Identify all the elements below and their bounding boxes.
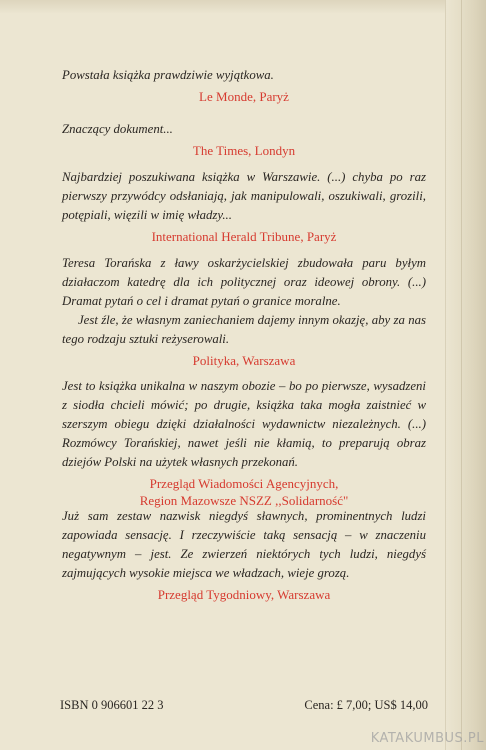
review-quote <box>62 377 426 472</box>
isbn-number: ISBN 0 906601 22 3 <box>60 698 164 712</box>
review-quote <box>62 168 426 225</box>
review-quote <box>62 254 426 349</box>
review-source <box>62 228 426 245</box>
review-quote <box>62 507 426 583</box>
review-source <box>62 142 426 159</box>
source-text: The Times, Londyn <box>192 143 296 158</box>
source-text: Przegląd Tygodniowy, Warszawa <box>157 587 331 602</box>
quote-text: Już sam zestaw nazwisk niegdyś sławnych, prominentnych ludzi zapowiada sensację. I rzeczywiście taką sensacją – w znaczeniu negatywnym – jest. Ze zwierzeń niektórych tych ludzi, niegdyś zajmujących wysokie miejsca we władzach, wieje grozą. <box>62 509 426 580</box>
review-polityka <box>62 254 426 369</box>
review-le-monde <box>62 66 426 105</box>
quote-text: Znaczący dokument... <box>62 122 173 136</box>
paper-edge <box>445 0 486 750</box>
quote-text: Jest to książka unikalna w naszym obozie – bo po pierwsze, wysadzeni z siodła chcieli mówić; po drugie, książka taka mogła zaistnieć w szerszym obiegu dzięki działalności wydawnictw niezależnych. (...) Rozmówcy Torańskiej, nawet jeśli nie kłamią, to preparują obraz dziejów Polski na użytek własnych przekonań. <box>62 379 426 469</box>
source-text: Polityka, Warszawa <box>192 353 296 368</box>
review-source <box>62 475 426 509</box>
quote-text: Teresa Torańska z ławy oskarżycielskiej zbudowała paru byłym działaczom katedrę dla ich politycznej oraz ideowej obrony. (...) Dramat pytań o cel i dramat pytań o granice moralne. <box>62 256 426 308</box>
quote-text-paragraph: Jest źle, że własnym zaniechaniem dajemy innym okazję, aby za nas tego rodzaju sztuki reżyserowali. <box>62 313 426 346</box>
review-quote <box>62 120 426 139</box>
review-herald-tribune <box>62 168 426 245</box>
price-label: Cena: £ 7,00; US$ 14,00 <box>304 698 428 712</box>
review-source <box>62 352 426 369</box>
review-quote <box>62 66 426 85</box>
source-text: Region Mazowsze NSZZ ,,Solidarność" <box>139 493 349 508</box>
review-przeglad-wiadomosci <box>62 377 426 509</box>
review-the-times <box>62 120 426 159</box>
watermark: KATAKUMBUS.PL <box>370 731 484 746</box>
paper-shadow <box>0 0 486 14</box>
source-text: International Herald Tribune, Paryż <box>151 229 337 244</box>
source-text: Le Monde, Paryż <box>199 89 289 104</box>
review-przeglad-tygodniowy <box>62 507 426 603</box>
review-source <box>62 586 426 603</box>
paper-fold-line <box>461 0 462 750</box>
quote-text: Powstała książka prawdziwie wyjątkowa. <box>62 68 274 82</box>
cover-footer <box>60 698 428 716</box>
review-source <box>62 88 426 105</box>
source-text: Przegląd Wiadomości Agencyjnych, <box>149 476 339 491</box>
quote-text: Najbardziej poszukiwana książka w Warszawie. (...) chyba po raz pierwszy przywódcy odsłaniają, jak manipulowali, oszukiwali, grozili, potępiali, więzili w imię władzy... <box>62 170 426 222</box>
